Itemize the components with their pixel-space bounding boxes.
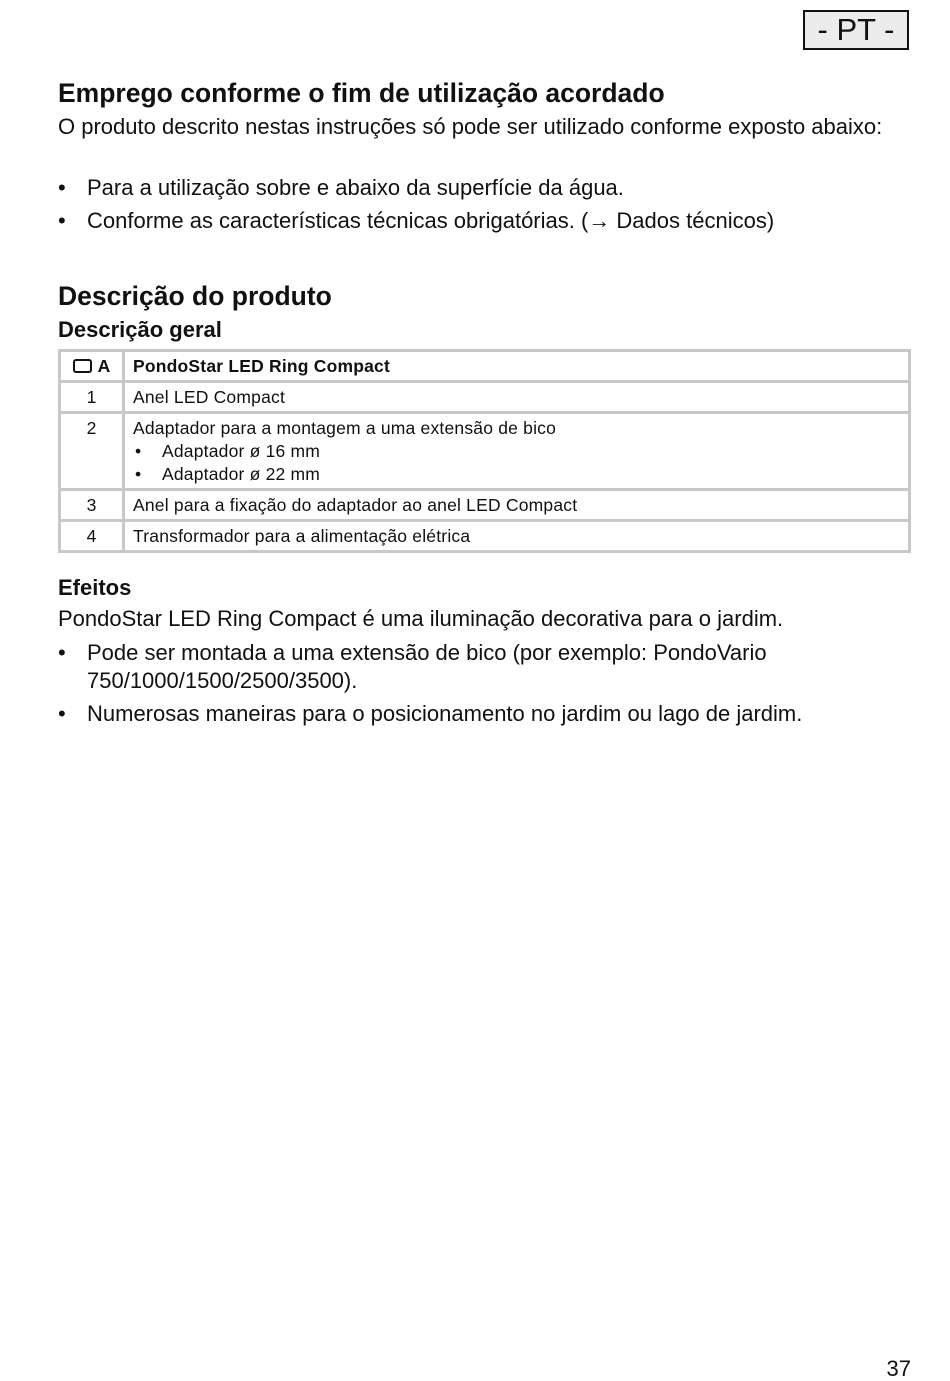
figure-label: A	[97, 356, 111, 376]
list-item-text: Conforme as características técnicas obrigatórias. (→ Dados técnicos)	[87, 208, 775, 233]
component-table	[58, 349, 911, 553]
table-cell-num: 4	[60, 521, 124, 552]
list-item-text: Pode ser montada a uma extensão de bico (por exemplo: PondoVario 750/1000/1500/2500/3500).	[87, 640, 767, 693]
table-cell-num: 1	[60, 382, 124, 413]
table-cell-text	[124, 413, 910, 490]
list-item	[58, 639, 911, 695]
list-item	[58, 174, 911, 202]
figure-frame-icon	[73, 359, 92, 373]
list-item-text: Para a utilização sobre e abaixo da superfície da água.	[87, 175, 624, 200]
table-cell-text: Anel para a fixação do adaptador ao anel LED Compact	[124, 490, 910, 521]
table-row	[60, 382, 910, 413]
list-item-text: Numerosas maneiras para o posicionamento no jardim ou lago de jardim.	[87, 701, 803, 726]
sub-list-item-text: Adaptador ø 16 mm	[162, 441, 321, 461]
bullet-icon: •	[58, 701, 66, 726]
sub-list-item	[133, 440, 900, 463]
table-row	[60, 490, 910, 521]
subheading-general-description: Descrição geral	[58, 317, 222, 342]
table-header-row	[60, 351, 910, 382]
effects-intro: PondoStar LED Ring Compact é uma iluminação decorativa para o jardim.	[58, 606, 784, 631]
page-number: 37	[886, 1356, 911, 1381]
table-cell-text: Anel LED Compact	[124, 382, 910, 413]
language-tag: - PT -	[803, 10, 909, 50]
list-item	[58, 207, 911, 235]
bullet-icon: •	[58, 640, 66, 665]
table-row	[60, 521, 910, 552]
section-heading-product-description: Descrição do produto	[58, 281, 332, 311]
intended-use-list	[58, 174, 911, 240]
table-row	[60, 413, 910, 490]
sub-list-item	[133, 463, 900, 486]
intended-use-intro: O produto descrito nestas instruções só pode ser utilizado conforme exposto abaixo:	[58, 114, 883, 139]
list-item	[58, 700, 911, 728]
subheading-effects: Efeitos	[58, 575, 132, 600]
sub-list-item-text: Adaptador ø 22 mm	[162, 464, 321, 484]
table-cell-main-text: Adaptador para a montagem a uma extensão de bico	[133, 418, 557, 438]
bullet-icon: •	[58, 175, 66, 200]
effects-list	[58, 639, 911, 733]
table-cell-num: 2	[60, 413, 124, 490]
table-cell-num: 3	[60, 490, 124, 521]
table-cell-text: Transformador para a alimentação elétrica	[124, 521, 910, 552]
bullet-icon: •	[135, 464, 142, 484]
bullet-icon: •	[58, 208, 66, 233]
table-header-figure	[60, 351, 124, 382]
table-header-title: PondoStar LED Ring Compact	[124, 351, 910, 382]
section-heading-intended-use: Emprego conforme o fim de utilização acordado	[58, 78, 665, 108]
bullet-icon: •	[135, 441, 142, 461]
